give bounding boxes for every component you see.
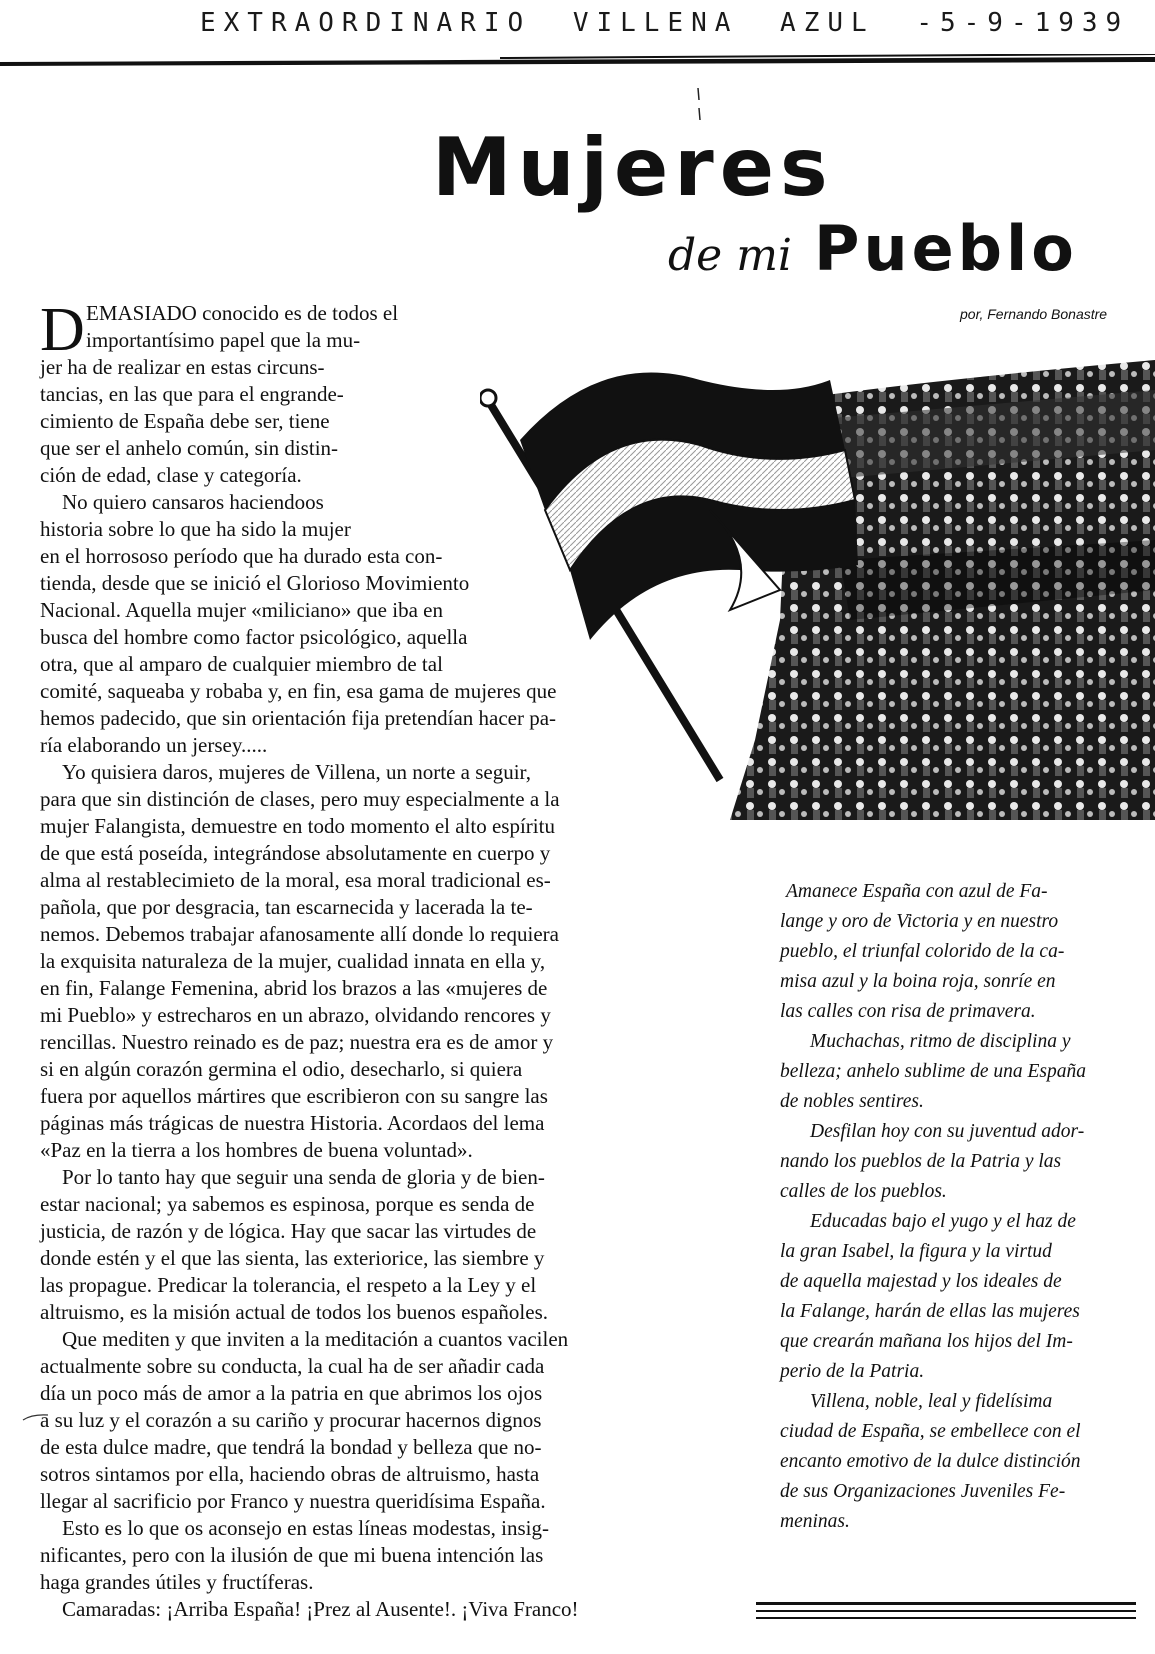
- sidebar-line: calles de los pueblos.: [780, 1181, 947, 1202]
- handwritten-word: AZUL: [780, 8, 875, 38]
- sidebar-line: pueblo, el triunfal colorido de la ca-: [780, 941, 1065, 962]
- handwritten-header: [200, 8, 1155, 48]
- article-line: «Paz en la tierra a los hombres de buena voluntad».: [40, 1138, 473, 1162]
- article-line: sotros sintamos por ella, haciendo obras de altruismo, hasta: [40, 1462, 540, 1486]
- article-line: Por lo tanto hay que seguir una senda de gloria y de bien-: [62, 1165, 545, 1189]
- article-line: historia sobre lo que ha sido la mujer: [40, 517, 351, 541]
- sidebar-line: la Falange, harán de ellas las mujeres: [780, 1301, 1080, 1322]
- sidebar-line: belleza; anhelo sublime de una España: [780, 1061, 1086, 1082]
- article-line: justicia, de razón y de lógica. Hay que sacar las virtudes de: [40, 1219, 537, 1243]
- article-line: fuera por aquellos mártires que escribieron con su sangre las: [40, 1084, 548, 1108]
- article-line: la exquisita naturaleza de la mujer, cualidad innata en ella y,: [40, 949, 546, 973]
- article-line: en el horrososo período que ha durado esta con-: [40, 544, 443, 568]
- sidebar-line: la gran Isabel, la figura y la virtud: [780, 1241, 1052, 1262]
- article-line: Que mediten y que inviten a la meditación a cuantos vacilen: [62, 1327, 569, 1351]
- article-line: rencillas. Nuestro reinado es de paz; nuestra era es de amor y: [40, 1030, 554, 1054]
- sidebar-line: de sus Organizaciones Juveniles Fe-: [780, 1481, 1066, 1502]
- sidebar-line: de nobles sentires.: [780, 1091, 924, 1112]
- byline: por, Fernando Bonastre: [960, 306, 1108, 322]
- closing-rules: [756, 1598, 1136, 1628]
- article-line: tancias, en las que para el engrande-: [40, 382, 344, 406]
- handwritten-word: -5-9-1939: [916, 8, 1130, 38]
- article-line: ría elaborando un jersey.....: [40, 733, 268, 757]
- article-line: haga grandes útiles y fructíferas.: [40, 1570, 314, 1594]
- sidebar-line: lange y oro de Victoria y en nuestro: [780, 911, 1059, 932]
- headline-sub: [668, 212, 1148, 285]
- article-line: actualmente sobre su conducta, la cual ha de ser añadir cada: [40, 1354, 545, 1378]
- article-line: estar nacional; ya sabemos es espinosa, porque es senda de: [40, 1192, 535, 1216]
- sidebar-line: de aquella majestad y los ideales de: [780, 1271, 1062, 1292]
- article-line: de que está poseída, integrándose absolutamente en cuerpo y: [40, 841, 551, 865]
- article-line: mi Pueblo» y estrecharos en un abrazo, olvidando rencores y: [40, 1003, 551, 1027]
- article-line: de esta dulce madre, que tendrá la bondad y belleza que no-: [40, 1435, 542, 1459]
- article-line: alma al restablecimieto de la moral, esa moral tradicional es-: [40, 868, 551, 892]
- stray-mark: [22, 1412, 50, 1422]
- article-line: Nacional. Aquella mujer «miliciano» que iba en: [40, 598, 443, 622]
- article-line: importantísimo papel que la mu-: [86, 328, 361, 352]
- article-line: pañola, que por desgracia, tan escarnecida y lacerada la te-: [40, 895, 533, 919]
- sidebar-line: meninas.: [780, 1511, 850, 1532]
- headline-sub-bold: Pueblo: [814, 212, 1078, 285]
- article-line: día un poco más de amor a la patria en que abrimos los ojos: [40, 1381, 543, 1405]
- sidebar-line: Amanece España con azul de Fa-: [786, 881, 1048, 902]
- article-line: jer ha de realizar en estas circuns-: [40, 355, 325, 379]
- article-line: hemos padecido, que sin orientación fija pretendían hacer pa-: [40, 706, 557, 730]
- article-line: donde estén y el que las sienta, las exteriorice, las siembre y: [40, 1246, 545, 1270]
- article-line: llegar al sacrificio por Franco y nuestra queridísima España.: [40, 1489, 546, 1513]
- stray-mark: [696, 86, 702, 122]
- article-line: cimiento de España debe ser, tiene: [40, 409, 330, 433]
- drop-cap: D: [40, 296, 85, 364]
- sidebar-line: Muchachas, ritmo de disciplina y: [810, 1031, 1071, 1052]
- handwritten-word: VILLENA: [572, 8, 739, 38]
- article-line: en fin, Falange Femenina, abrid los brazos a las «mujeres de: [40, 976, 548, 1000]
- article-line: No quiero cansaros haciendoos: [62, 490, 324, 514]
- article-line: para que sin distinción de clases, pero muy especialmente a la: [40, 787, 560, 811]
- article-line: EMASIADO conocido es de todos el: [86, 301, 399, 325]
- article-line: otra, que al amparo de cualquier miembro de tal: [40, 652, 443, 676]
- article-line: si en algún corazón germina el odio, desecharlo, si quiera: [40, 1057, 523, 1081]
- article-line: páginas más trágicas de nuestra Historia. Acordaos del lema: [40, 1111, 545, 1135]
- article-line: tienda, desde que se inició el Glorioso Movimiento: [40, 571, 470, 595]
- article-line: mujer Falangista, demuestre en todo momento el alto espíritu: [40, 814, 555, 838]
- handwritten-word: EXTRAORDINARIO: [200, 8, 532, 38]
- sidebar-line: encanto emotivo de la dulce distinción: [780, 1451, 1081, 1472]
- article-line: que ser el anhelo común, sin distin-: [40, 436, 339, 460]
- sidebar-line: misa azul y la boina roja, sonríe en: [780, 971, 1056, 992]
- sidebar-line: ciudad de España, se embellece con el: [780, 1421, 1081, 1442]
- article-line: Camaradas: ¡Arriba España! ¡Prez al Ausente!. ¡Viva Franco!: [62, 1597, 579, 1621]
- article-line: ción de edad, clase y categoría.: [40, 463, 302, 487]
- article-line: altruismo, es la misión actual de todos los buenos españoles.: [40, 1300, 548, 1324]
- article-line: Yo quisiera daros, mujeres de Villena, un norte a seguir,: [62, 760, 531, 784]
- article-line: nificantes, pero con la ilusión de que mi buena intención las: [40, 1543, 544, 1567]
- sidebar-line: Educadas bajo el yugo y el haz de: [810, 1211, 1076, 1232]
- sidebar-line: las calles con risa de primavera.: [780, 1001, 1036, 1022]
- sidebar-line: nando los pueblos de la Patria y las: [780, 1151, 1062, 1172]
- sidebar-line: que crearán mañana los hijos del Im-: [780, 1331, 1073, 1352]
- article-line: comité, saqueaba y robaba y, en fin, esa gama de mujeres que: [40, 679, 557, 703]
- sidebar-line: Villena, noble, leal y fidelísima: [810, 1391, 1053, 1412]
- article-line: a su luz y el corazón a su cariño y procurar hacernos dignos: [40, 1408, 542, 1432]
- article-line: busca del hombre como factor psicológico, aquella: [40, 625, 468, 649]
- headline-sub-italic: de mi: [668, 230, 792, 281]
- article-line: nemos. Debemos trabajar afanosamente allí donde lo requiera: [40, 922, 559, 946]
- sidebar-line: Desfilan hoy con su juventud ador-: [810, 1121, 1085, 1142]
- headline: Mujeres: [432, 121, 834, 214]
- article-line: las propague. Predicar la tolerancia, el respeto a la Ley y el: [40, 1273, 537, 1297]
- article-line: Esto es lo que os aconsejo en estas líneas modestas, insig-: [62, 1516, 549, 1540]
- sidebar-line: perio de la Patria.: [780, 1361, 925, 1382]
- top-rule: [0, 54, 1155, 68]
